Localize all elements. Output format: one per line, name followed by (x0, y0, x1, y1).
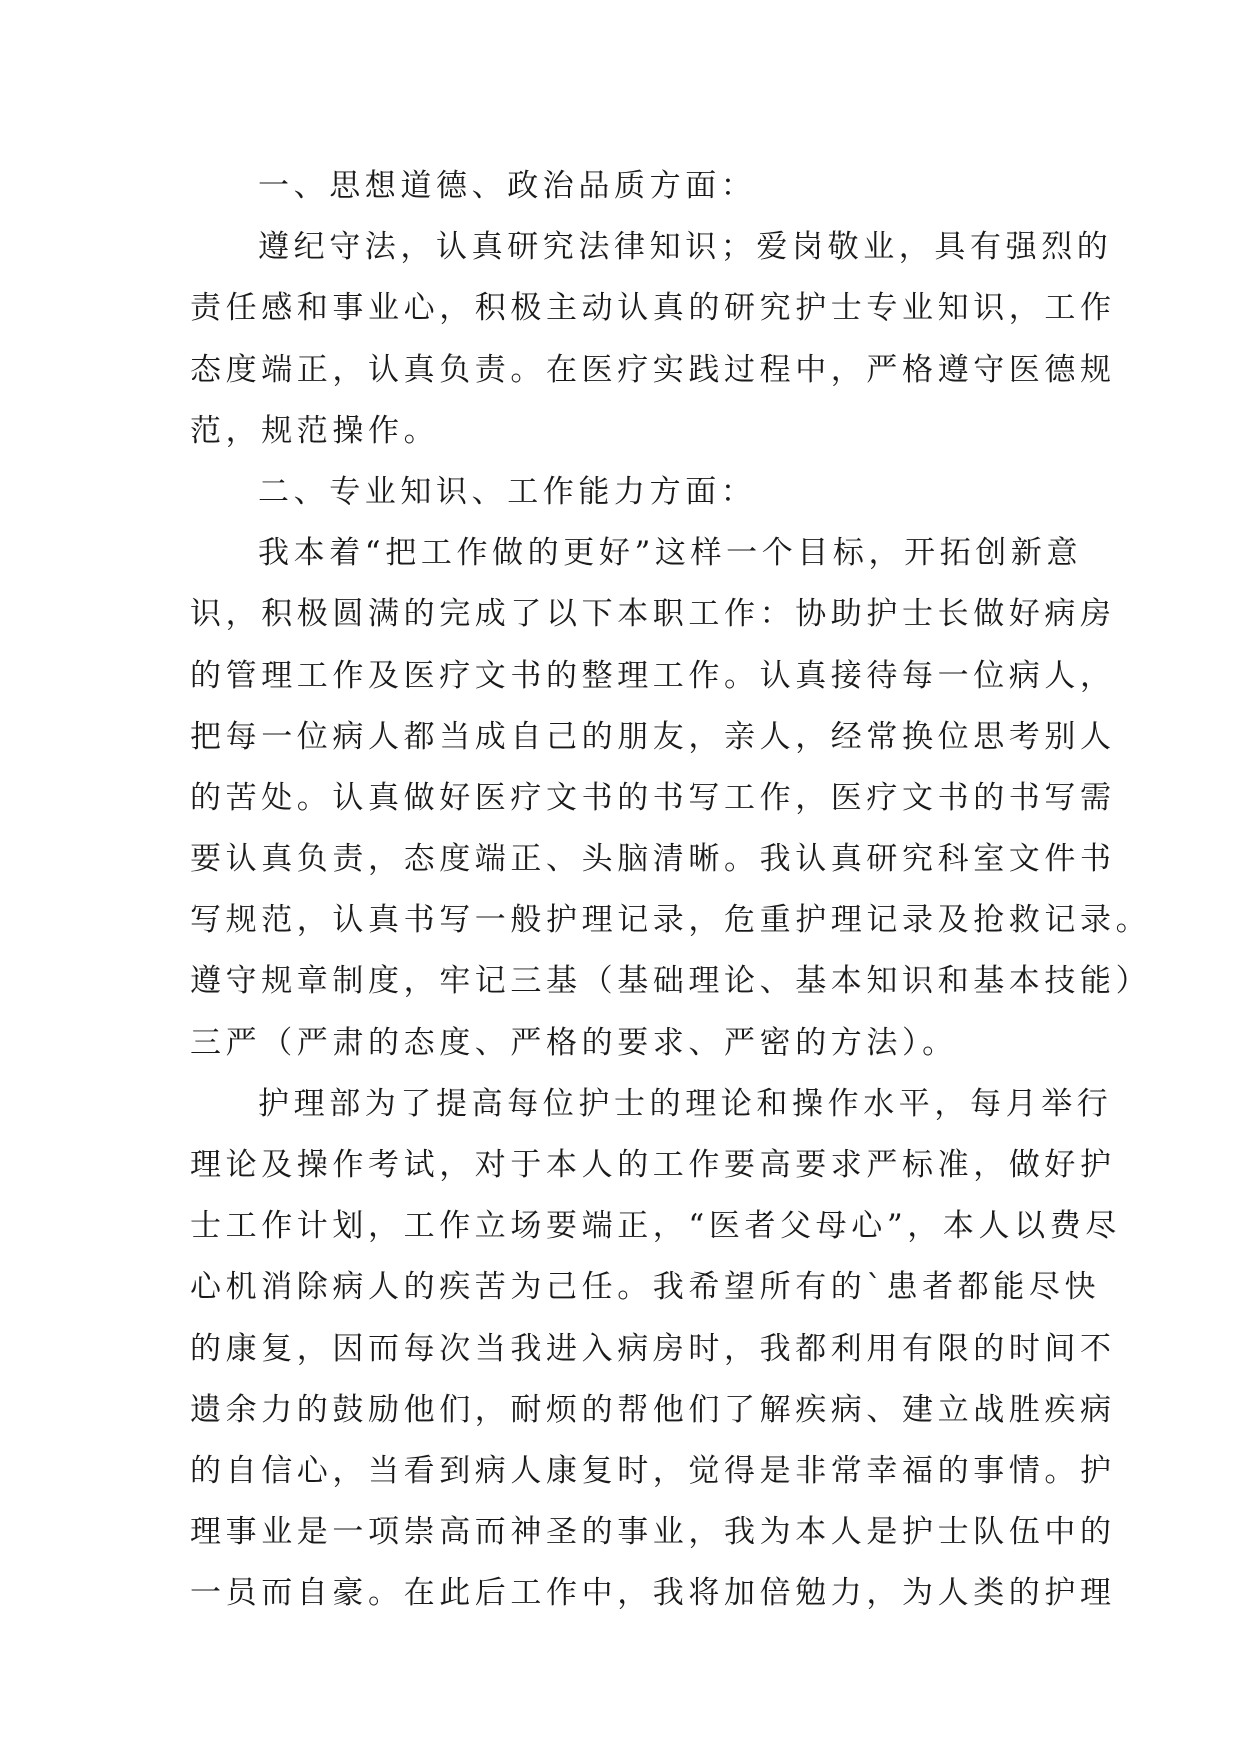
paragraph-line: 三严（严肃的态度、严格的要求、严密的方法）。 (190, 1024, 958, 1061)
paragraph-line: 士工作计划，工作立场要端正，“医者父母心”，本人以费尽 (190, 1208, 1121, 1245)
paragraph-line: 理事业是一项崇高而神圣的事业，我为本人是护士队伍中的 (190, 1514, 1116, 1551)
paragraph-line: 遵守规章制度，牢记三基（基础理论、基本知识和基本技能） (190, 963, 1152, 1000)
paragraph-line: 态度端正，认真负责。在医疗实践过程中，严格遵守医德规 (190, 351, 1116, 388)
paragraph-line: 一员而自豪。在此后工作中，我将加倍勉力，为人类的护理 (190, 1575, 1116, 1612)
document-body (190, 156, 1152, 1625)
paragraph-line: 责任感和事业心，积极主动认真的研究护士专业知识，工作 (190, 290, 1116, 327)
paragraph-line: 护理部为了提高每位护士的理论和操作水平，每月举行 (258, 1085, 1113, 1122)
paragraph-line: 把每一位病人都当成自己的朋友，亲人，经常换位思考别人 (190, 718, 1116, 755)
paragraph-line: 我本着“把工作做的更好”这样一个目标，开拓创新意 (258, 535, 1083, 572)
paragraph-line: 遵纪守法，认真研究法律知识；爱岗敬业，具有强烈的 (258, 229, 1113, 266)
paragraph-line: 的管理工作及医疗文书的整理工作。认真接待每一位病人， (190, 657, 1116, 694)
paragraph-line: 理论及操作考试，对于本人的工作要高要求严标准，做好护 (190, 1147, 1116, 1183)
paragraph-line: 遗余力的鼓励他们，耐烦的帮他们了解疾病、建立战胜疾病 (190, 1391, 1116, 1428)
paragraph-line: 的自信心，当看到病人康复时，觉得是非常幸福的事情。护 (190, 1452, 1116, 1489)
paragraph-line: 的苦处。认真做好医疗文书的书写工作，医疗文书的书写需 (190, 779, 1116, 816)
paragraph-line: 的康复，因而每次当我进入病房时，我都利用有限的时间不 (190, 1330, 1116, 1367)
paragraph-line: 范，规范操作。 (190, 412, 440, 449)
paragraph-line: 写规范，认真书写一般护理记录，危重护理记录及抢救记录。 (190, 902, 1152, 939)
section-heading-2: 二、专业知识、工作能力方面： (258, 473, 757, 510)
paragraph-line: 要认真负责，态度端正、头脑清晰。我认真研究科室文件书 (190, 841, 1116, 878)
section-heading-1: 一、思想道德、政治品质方面： (258, 168, 757, 204)
paragraph-line: 心机消除病人的疾苦为己任。我希望所有的`患者都能尽快 (190, 1269, 1101, 1306)
paragraph-line: 识，积极圆满的完成了以下本职工作：协助护士长做好病房 (190, 596, 1116, 633)
